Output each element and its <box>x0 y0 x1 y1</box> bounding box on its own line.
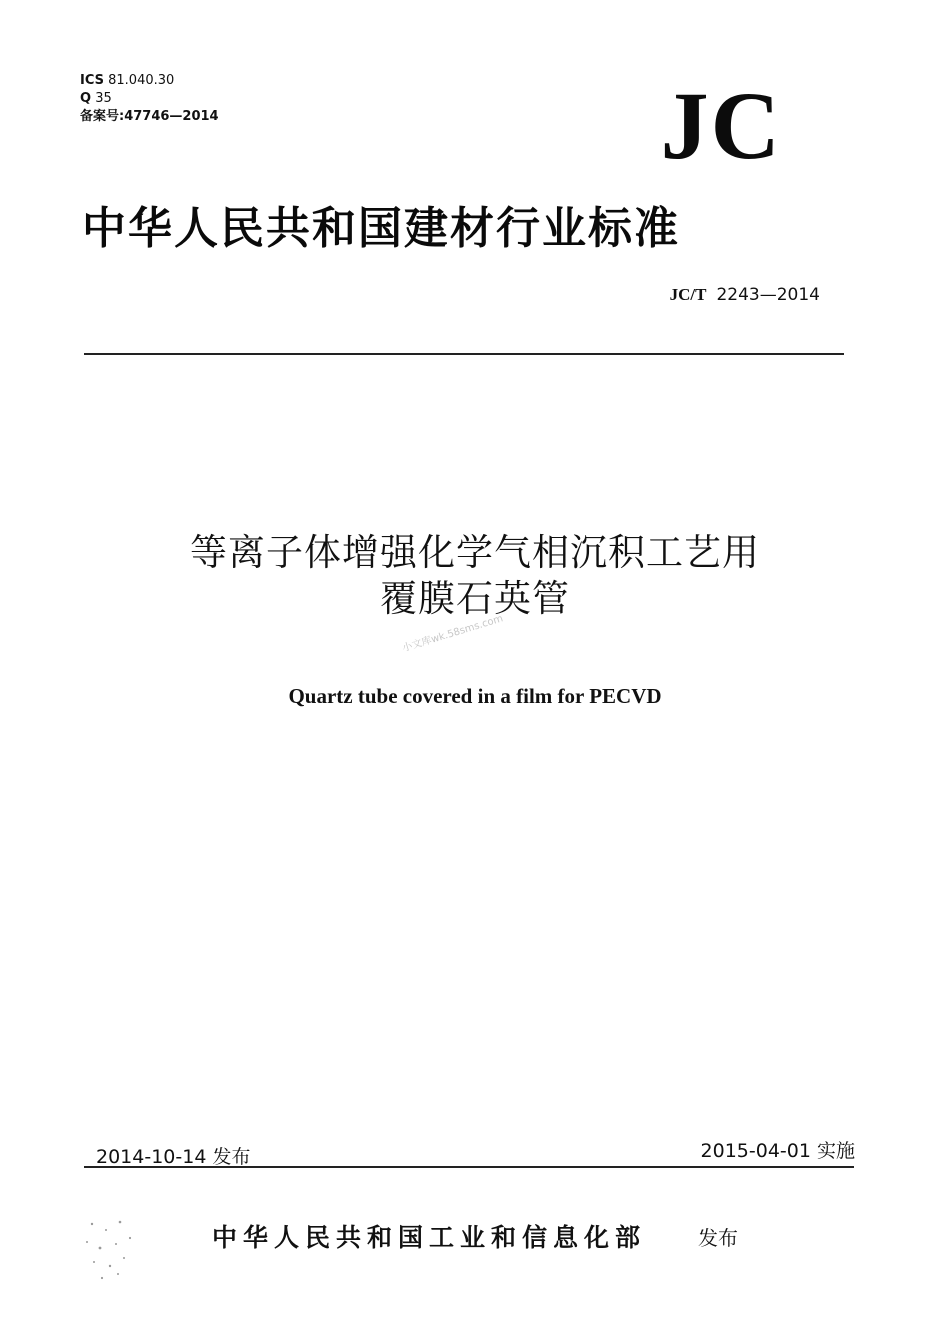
scan-speckle-mark <box>72 1212 152 1292</box>
class-line <box>80 90 219 108</box>
class-label: Q <box>80 91 92 106</box>
ics-value: 81.040.30 <box>108 73 175 88</box>
bottom-divider <box>84 1166 854 1168</box>
issuing-authority: 中华人民共和国工业和信息化部 <box>212 1223 647 1252</box>
class-value: 35 <box>95 91 112 106</box>
header-metadata <box>80 72 219 126</box>
standard-code-number: 2243—2014 <box>716 285 820 305</box>
standard-code-prefix: JC/T <box>669 285 707 304</box>
record-number: 备案号:47746—2014 <box>80 109 219 124</box>
issuing-suffix: 发布 <box>698 1226 738 1250</box>
watermark: 小文库wk.58sms.com <box>401 613 505 655</box>
document-title-cn <box>0 530 950 622</box>
standard-code <box>670 285 820 305</box>
title-cn-line2: 覆膜石英管 <box>380 577 570 620</box>
issue-date: 2014-10-14 发布 <box>96 1146 251 1168</box>
implementation-date: 2015-04-01 实施 <box>700 1140 855 1162</box>
ics-line <box>80 72 219 90</box>
top-divider <box>84 353 844 355</box>
document-title-en: Quartz tube covered in a film for PECVD <box>288 684 662 708</box>
ics-label: ICS <box>80 73 104 88</box>
title-cn-line1: 等离子体增强化学气相沉积工艺用 <box>190 531 760 574</box>
jc-logo: JC <box>660 72 782 179</box>
industry-standard-title: 中华人民共和国建材行业标准 <box>82 203 680 254</box>
